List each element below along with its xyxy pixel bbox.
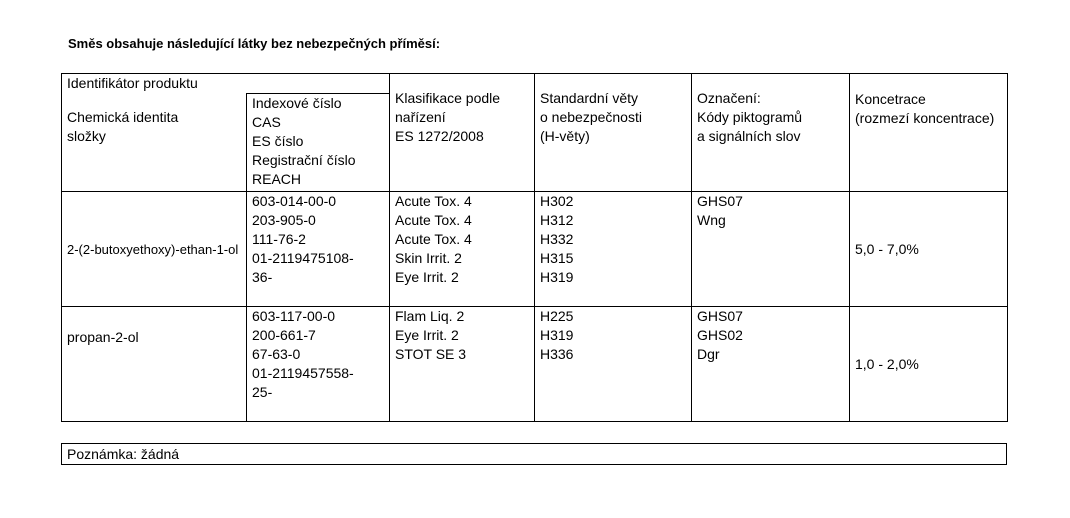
classification-line: Skin Irrit. 2 — [395, 250, 462, 266]
header-line: CAS — [252, 114, 281, 130]
substance-h-statements — [535, 192, 692, 307]
header-ids — [247, 94, 390, 192]
header-chem-identity — [62, 94, 247, 192]
id-line: 111-76-2 — [252, 231, 306, 247]
header-line: Standardní věty — [540, 90, 639, 106]
header-line: Indexové číslo — [252, 95, 342, 111]
classification-line: Eye Irrit. 2 — [395, 269, 459, 285]
substance-name: propan-2-ol — [62, 307, 247, 422]
table-row — [62, 307, 1008, 422]
substance-concentration: 5,0 - 7,0% — [850, 192, 1008, 307]
header-labelling — [692, 74, 850, 192]
header-line: nařízení — [395, 109, 446, 125]
header-line: (H-věty) — [540, 128, 590, 144]
header-line: Chemická identita — [67, 109, 179, 126]
id-line: 603-117-00-0 — [252, 308, 336, 324]
id-line: 603-014-00-0 — [252, 193, 337, 209]
substances-table — [61, 73, 1008, 422]
substance-labelling — [692, 192, 850, 307]
id-line: 203-905-0 — [252, 212, 316, 228]
classification-line: Flam Liq. 2 — [395, 308, 465, 324]
classification-line: Eye Irrit. 2 — [395, 327, 459, 343]
header-line: o nebezpečnosti — [540, 109, 642, 125]
classification-line: Acute Tox. 4 — [395, 231, 472, 247]
substance-classification — [390, 192, 535, 307]
header-line: REACH — [252, 171, 302, 187]
header-concentration — [850, 74, 1008, 192]
header-line: složky — [67, 128, 106, 145]
label-code: Wng — [697, 212, 726, 228]
h-statement: H319 — [540, 327, 574, 343]
note-text: Poznámka: žádná — [67, 446, 180, 462]
note-box — [61, 443, 1007, 465]
substance-h-statements — [535, 307, 692, 422]
header-line: Kódy piktogramů — [697, 109, 803, 125]
header-line: Registrační číslo — [252, 152, 356, 168]
header-h-statements — [535, 74, 692, 192]
h-statement: H315 — [540, 250, 574, 266]
id-line: 67-63-0 — [252, 346, 301, 362]
header-line: ES 1272/2008 — [395, 128, 484, 144]
label-code: GHS02 — [697, 327, 743, 343]
header-line: a signálních slov — [697, 128, 801, 144]
h-statement: H332 — [540, 231, 574, 247]
table-row — [62, 192, 1008, 307]
classification-line: Acute Tox. 4 — [395, 193, 472, 209]
id-line: 25- — [252, 384, 273, 400]
h-statement: H336 — [540, 346, 574, 362]
header-line: (rozmezí koncentrace) — [855, 109, 995, 126]
product-identifier-header: Identifikátor produktu — [62, 74, 390, 94]
header-line: Koncetrace — [855, 90, 926, 107]
label-code: GHS07 — [697, 308, 743, 324]
section-heading: Směs obsahuje následující látky bez nebezpečných příměsí: — [68, 36, 441, 51]
classification-line: Acute Tox. 4 — [395, 212, 472, 228]
id-line: 01-2119457558- — [252, 365, 354, 381]
substance-classification — [390, 307, 535, 422]
id-line: 01-2119475108- — [252, 250, 354, 266]
substance-concentration: 1,0 - 2,0% — [850, 307, 1008, 422]
label-code: GHS07 — [697, 193, 743, 209]
substance-ids — [247, 307, 390, 422]
label-code: Dgr — [697, 346, 720, 362]
id-line: 36- — [252, 269, 273, 285]
h-statement: H225 — [540, 308, 574, 324]
substance-labelling — [692, 307, 850, 422]
table-group-header-row — [62, 74, 1008, 94]
header-line: Klasifikace podle — [395, 90, 501, 106]
h-statement: H312 — [540, 212, 574, 228]
header-line: ES číslo — [252, 133, 304, 149]
h-statement: H302 — [540, 193, 574, 209]
h-statement: H319 — [540, 269, 574, 285]
classification-line: STOT SE 3 — [395, 346, 467, 362]
substance-name: 2-(2-butoxyethoxy)-ethan-1-ol — [62, 192, 247, 307]
header-classification — [390, 74, 535, 192]
substance-ids — [247, 192, 390, 307]
id-line: 200-661-7 — [252, 327, 316, 343]
header-line: Označení: — [697, 90, 761, 106]
